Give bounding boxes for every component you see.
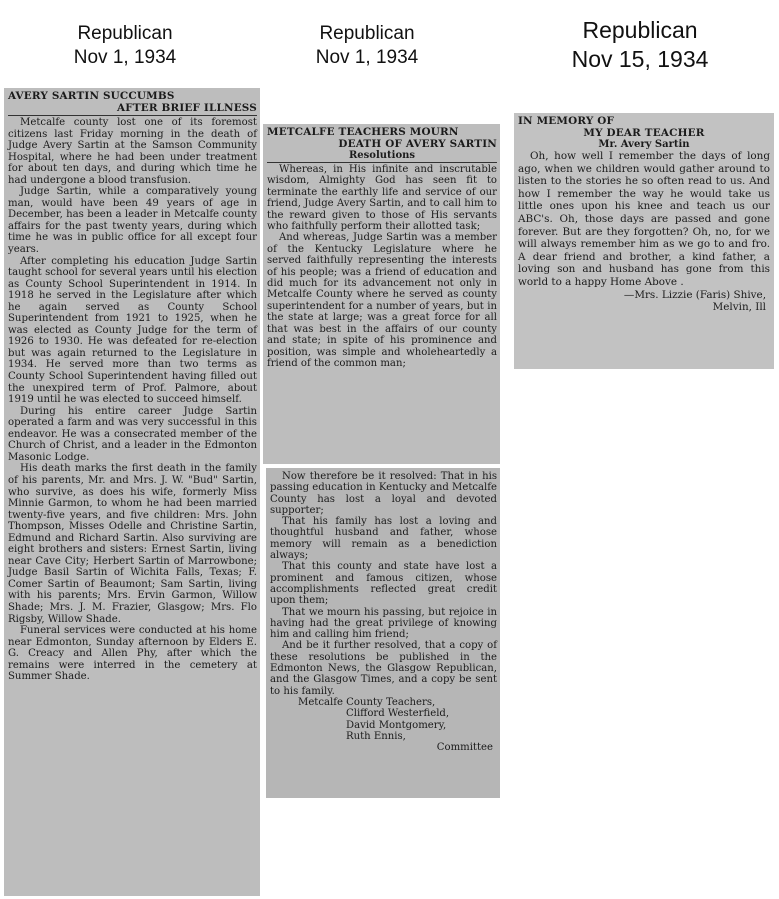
- caption-date: Nov 1, 1934: [73, 46, 177, 68]
- caption-date: Nov 15, 1934: [571, 45, 709, 72]
- resolutions-clipping-bottom: [266, 468, 500, 798]
- headline-line-1: IN MEMORY OF: [518, 115, 615, 127]
- headline-rule: [267, 162, 497, 163]
- caption-column-1: [30, 22, 220, 70]
- caption-paper: Republican: [77, 23, 173, 44]
- signer: David Montgomery,: [346, 719, 447, 731]
- headline-rule: [8, 115, 257, 116]
- paragraph: Whereas, in His infinite and inscrutable wisdom, Almighty God has seen fit to terminate the earthly life and service of our friend, Judge Avery Sartin, and to call him to the reward given to those of His servants who faithfully perform their allotted task;: [267, 164, 497, 233]
- paragraph: Metcalfe county lost one of its foremost citizens last Friday morning in the death of Judge Avery Sartin at the Samson Community Hospital, where he had been under treatment for about ten days, and during which time he had undergone a blood transfusion.: [8, 117, 257, 186]
- subheading: Mr. Avery Sartin: [598, 139, 690, 150]
- paragraph: And be it further resolved, that a copy of these resolutions be published in the Edmonton News, the Glasgow Republican, and the Glasgow Times, and a copy be sent to his family.: [270, 640, 497, 697]
- caption-date: Nov 1, 1934: [315, 46, 419, 68]
- paragraph: Funeral services were conducted at his home near Edmonton, Sunday afternoon by Elders E. G. Creacy and Allen Phy, after which the remains were interred in the cemetery at Summer Shade.: [8, 625, 257, 683]
- author: —Mrs. Lizzie (Faris) Shive,: [623, 288, 766, 301]
- signer: Clifford Westerfield,: [346, 708, 450, 720]
- obituary-clipping: [4, 88, 260, 896]
- paragraph: After completing his education Judge Sartin taught school for several years until his election as County School Superintendent in 1914. In 1918 he served in the Legislature after which he again served as County School Superintendent from 1921 to 1925, when he was elected as County Judge for the term of 1926 to 1930. He was defeated for re-election but was again returned to the Legislature in 1934. He served more than two terms as County School Superintendent having filled out the unexpired term of Prof. Palmore, about 1919 until he was elected to succeed himself.: [8, 255, 257, 406]
- resolutions-clipping-top: [263, 124, 500, 464]
- paragraph: His death marks the first death in the family of his parents, Mr. and Mrs. J. W. "Bud" Sartin, who survive, as does his wife, formerly Miss Minnie Garmon, to whom he had been married twenty-five years, and five children: Mrs. John Thompson, Misses Odelle and Christine Sartin, Edmund and Richard Sartin. Also surviving are eight brothers and sisters: Ernest Sartin, living near Cave City; Herbert Sartin of Marrowbone; Judge Basil Sartin of Wichita Falls, Texas; F. Comer Sartin of Beaumont; Sam Sartin, living with his parents; Mrs. Ervin Garmon, Willow Shade; Mrs. J. M. Frazier, Glasgow; Mrs. Flo Rigsby, Willow Shade.: [8, 463, 257, 625]
- caption-column-2: [272, 22, 462, 70]
- committee-label: Committee: [436, 742, 493, 754]
- paragraph: That this county and state have lost a prominent and famous citizen, whose accomplishments reflected great credit upon them;: [270, 561, 497, 607]
- paragraph: During his entire career Judge Sartin operated a farm and was very successful in this endeavor. He was a consecrated member of the Church of Christ, and a leader in the Edmonton Masonic Lodge.: [8, 405, 257, 463]
- headline-line-2: DEATH OF AVERY SARTIN: [338, 138, 497, 150]
- subheading: Resolutions: [348, 150, 416, 161]
- paragraph: And whereas, Judge Sartin was a member of the Kentucky Legislature where he served faithfully representing the interests of his people; was a friend of education and did much for its advancement not only in Metcalfe County where he served as county superintendent for a number of years, but in the state at large; was a great force for all that was best in the affairs of our county and state; in spite of his prominence and position, was simple and wholeheartedly a friend of the common man;: [267, 232, 497, 369]
- headline-line-2: MY DEAR TEACHER: [583, 127, 705, 139]
- paragraph: Now therefore be it resolved: That in his passing education in Kentucky and Metcalfe County has lost a loyal and devoted supporter;: [270, 471, 497, 516]
- paragraph: That his family has lost a loving and thoughtful husband and father, whose memory will remain as a benediction always;: [270, 516, 497, 562]
- signer: Ruth Ennis,: [346, 730, 406, 742]
- paragraph: Oh, how well I remember the days of long ago, when we children would gather around to listen to the stories he so often read to us. And how I remember the way he would take us little ones upon his knee and teach us our ABC's. Oh, those days are passed and gone forever. But are they forgotten? Oh, no, for we will always remember him as we go to and fro. A dear friend and brother, a kind father, a loving son and husband has gone from this world to a happy Home Above .: [518, 150, 770, 288]
- author-location: Melvin, Ill: [712, 301, 766, 314]
- in-memory-clipping: [514, 113, 774, 369]
- headline-line-1: AVERY SARTIN SUCCUMBS: [8, 90, 175, 102]
- caption-paper: Republican: [582, 17, 698, 43]
- caption-column-3: [540, 16, 740, 74]
- paragraph: Judge Sartin, while a comparatively young man, would have been 49 years of age in December, has been a leader in Metcalfe county affairs for the past twenty years, during which time he was in public office for all except four years.: [8, 186, 257, 256]
- headline-line-1: METCALFE TEACHERS MOURN: [267, 126, 459, 138]
- signature-organization: Metcalfe County Teachers,: [298, 696, 436, 708]
- paragraph: That we mourn his passing, but rejoice in having had the great privilege of knowing him and calling him friend;: [270, 606, 497, 641]
- caption-paper: Republican: [319, 23, 415, 44]
- headline-line-2: AFTER BRIEF ILLNESS: [116, 102, 257, 114]
